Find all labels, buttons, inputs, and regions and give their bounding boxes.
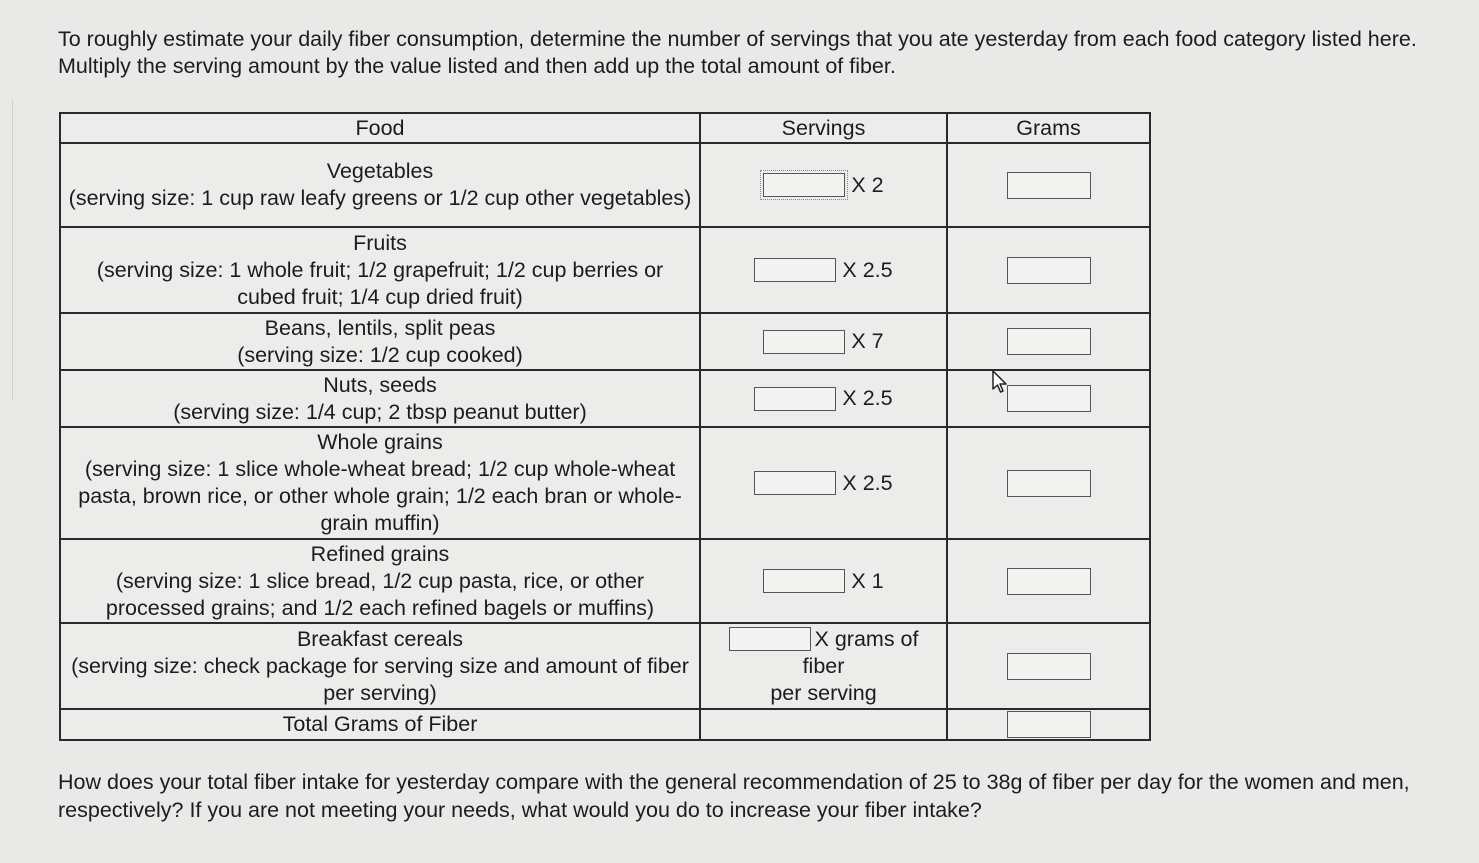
table-row	[60, 623, 1150, 709]
multiplier-label-line2: fiber	[802, 653, 845, 678]
servings-input-nuts[interactable]	[754, 387, 836, 411]
food-cell	[60, 143, 700, 227]
food-desc: (serving size: check package for serving size and amount of fiber per serving)	[71, 653, 689, 705]
food-desc: (serving size: 1 slice bread, 1/2 cup pasta, rice, or other processed grains; and 1/2 each refined bagels or muffins)	[105, 568, 655, 620]
servings-cell	[700, 623, 947, 709]
table-row	[60, 143, 1150, 227]
food-name: Beans, lentils, split peas	[264, 315, 496, 340]
question-text: How does your total fiber intake for yesterday compare with the general recommendation of 25 to 38g of fiber per day for the women and men, respectively? If you are not meeting your needs, what would you do to increase your fiber intake?	[58, 770, 1410, 822]
food-cell	[60, 313, 700, 370]
multiplier-label: X grams of	[814, 626, 919, 651]
food-desc: (serving size: 1 slice whole-wheat bread; 1/2 cup whole-wheat pasta, brown rice, or other whole grain; 1/2 each bran or whole-grain muffin)	[78, 457, 682, 535]
grams-cell	[947, 313, 1150, 370]
servings-input-beans[interactable]	[763, 330, 845, 354]
grams-cell	[947, 370, 1150, 427]
page-edge-mark	[0, 100, 13, 400]
fiber-table	[59, 112, 1151, 741]
servings-input-cereals[interactable]	[729, 627, 811, 651]
header-food: Food	[60, 113, 700, 143]
multiplier-label-line3: per serving	[770, 680, 877, 705]
multiplier-label: X 2.5	[842, 386, 893, 410]
grams-cell	[947, 709, 1150, 740]
food-cell	[60, 623, 700, 709]
grams-cell	[947, 539, 1150, 623]
table-row	[60, 427, 1150, 539]
servings-input-vegetables[interactable]	[763, 173, 845, 197]
grams-cell	[947, 227, 1150, 313]
multiplier-label: X 2.5	[842, 257, 893, 282]
grams-input-vegetables[interactable]	[1007, 172, 1091, 199]
food-cell	[60, 427, 700, 539]
instructions-text: To roughly estimate your daily fiber consumption, determine the number of servings that you ate yesterday from each food category listed here. Multiply the serving amount by the value listed and then add up the total amount of fiber.	[58, 27, 1417, 78]
food-desc: (serving size: 1 whole fruit; 1/2 grapefruit; 1/2 cup berries or cubed fruit; 1/4 cup dried fruit)	[96, 257, 664, 309]
multiplier-label: X 7	[851, 329, 884, 353]
grams-cell	[947, 143, 1150, 227]
grams-input-refined-grains[interactable]	[1007, 568, 1091, 595]
table-row	[60, 313, 1150, 370]
food-cell	[60, 227, 700, 313]
grams-input-cereals[interactable]	[1007, 653, 1091, 680]
table-row	[60, 370, 1150, 427]
food-desc: (serving size: 1/4 cup; 2 tbsp peanut butter)	[173, 399, 587, 424]
servings-input-fruits[interactable]	[754, 258, 836, 282]
servings-cell	[700, 427, 947, 539]
servings-cell	[700, 143, 947, 227]
food-desc: (serving size: 1/2 cup cooked)	[237, 342, 523, 367]
servings-cell	[700, 370, 947, 427]
grams-input-nuts[interactable]	[1007, 385, 1091, 412]
total-servings-cell	[700, 709, 947, 740]
table-row	[60, 539, 1150, 623]
grams-cell	[947, 427, 1150, 539]
total-row	[60, 709, 1150, 740]
grams-input-total[interactable]	[1007, 711, 1091, 738]
food-name: Fruits	[353, 230, 407, 255]
grams-input-fruits[interactable]	[1007, 257, 1091, 284]
servings-input-refined-grains[interactable]	[763, 569, 845, 593]
table-row	[60, 227, 1150, 313]
servings-input-whole-grains[interactable]	[754, 471, 836, 495]
food-cell	[60, 539, 700, 623]
total-label: Total Grams of Fiber	[60, 709, 700, 740]
grams-input-beans[interactable]	[1007, 328, 1091, 355]
header-grams: Grams	[947, 113, 1150, 143]
servings-cell	[700, 313, 947, 370]
multiplier-label: X 1	[851, 568, 884, 593]
food-name: Whole grains	[317, 430, 443, 454]
servings-cell	[700, 227, 947, 313]
food-name: Nuts, seeds	[323, 372, 437, 397]
header-servings: Servings	[700, 113, 947, 143]
food-cell	[60, 370, 700, 427]
food-name: Vegetables	[326, 159, 434, 183]
multiplier-label: X 2	[851, 172, 884, 197]
servings-cell	[700, 539, 947, 623]
multiplier-label: X 2.5	[842, 470, 893, 495]
food-desc: (serving size: 1 cup raw leafy greens or 1/2 cup other vegetables)	[68, 186, 692, 210]
grams-input-whole-grains[interactable]	[1007, 470, 1091, 497]
food-name: Refined grains	[310, 541, 450, 566]
grams-cell	[947, 623, 1150, 709]
food-name: Breakfast cereals	[296, 626, 464, 651]
header-row	[60, 113, 1150, 143]
